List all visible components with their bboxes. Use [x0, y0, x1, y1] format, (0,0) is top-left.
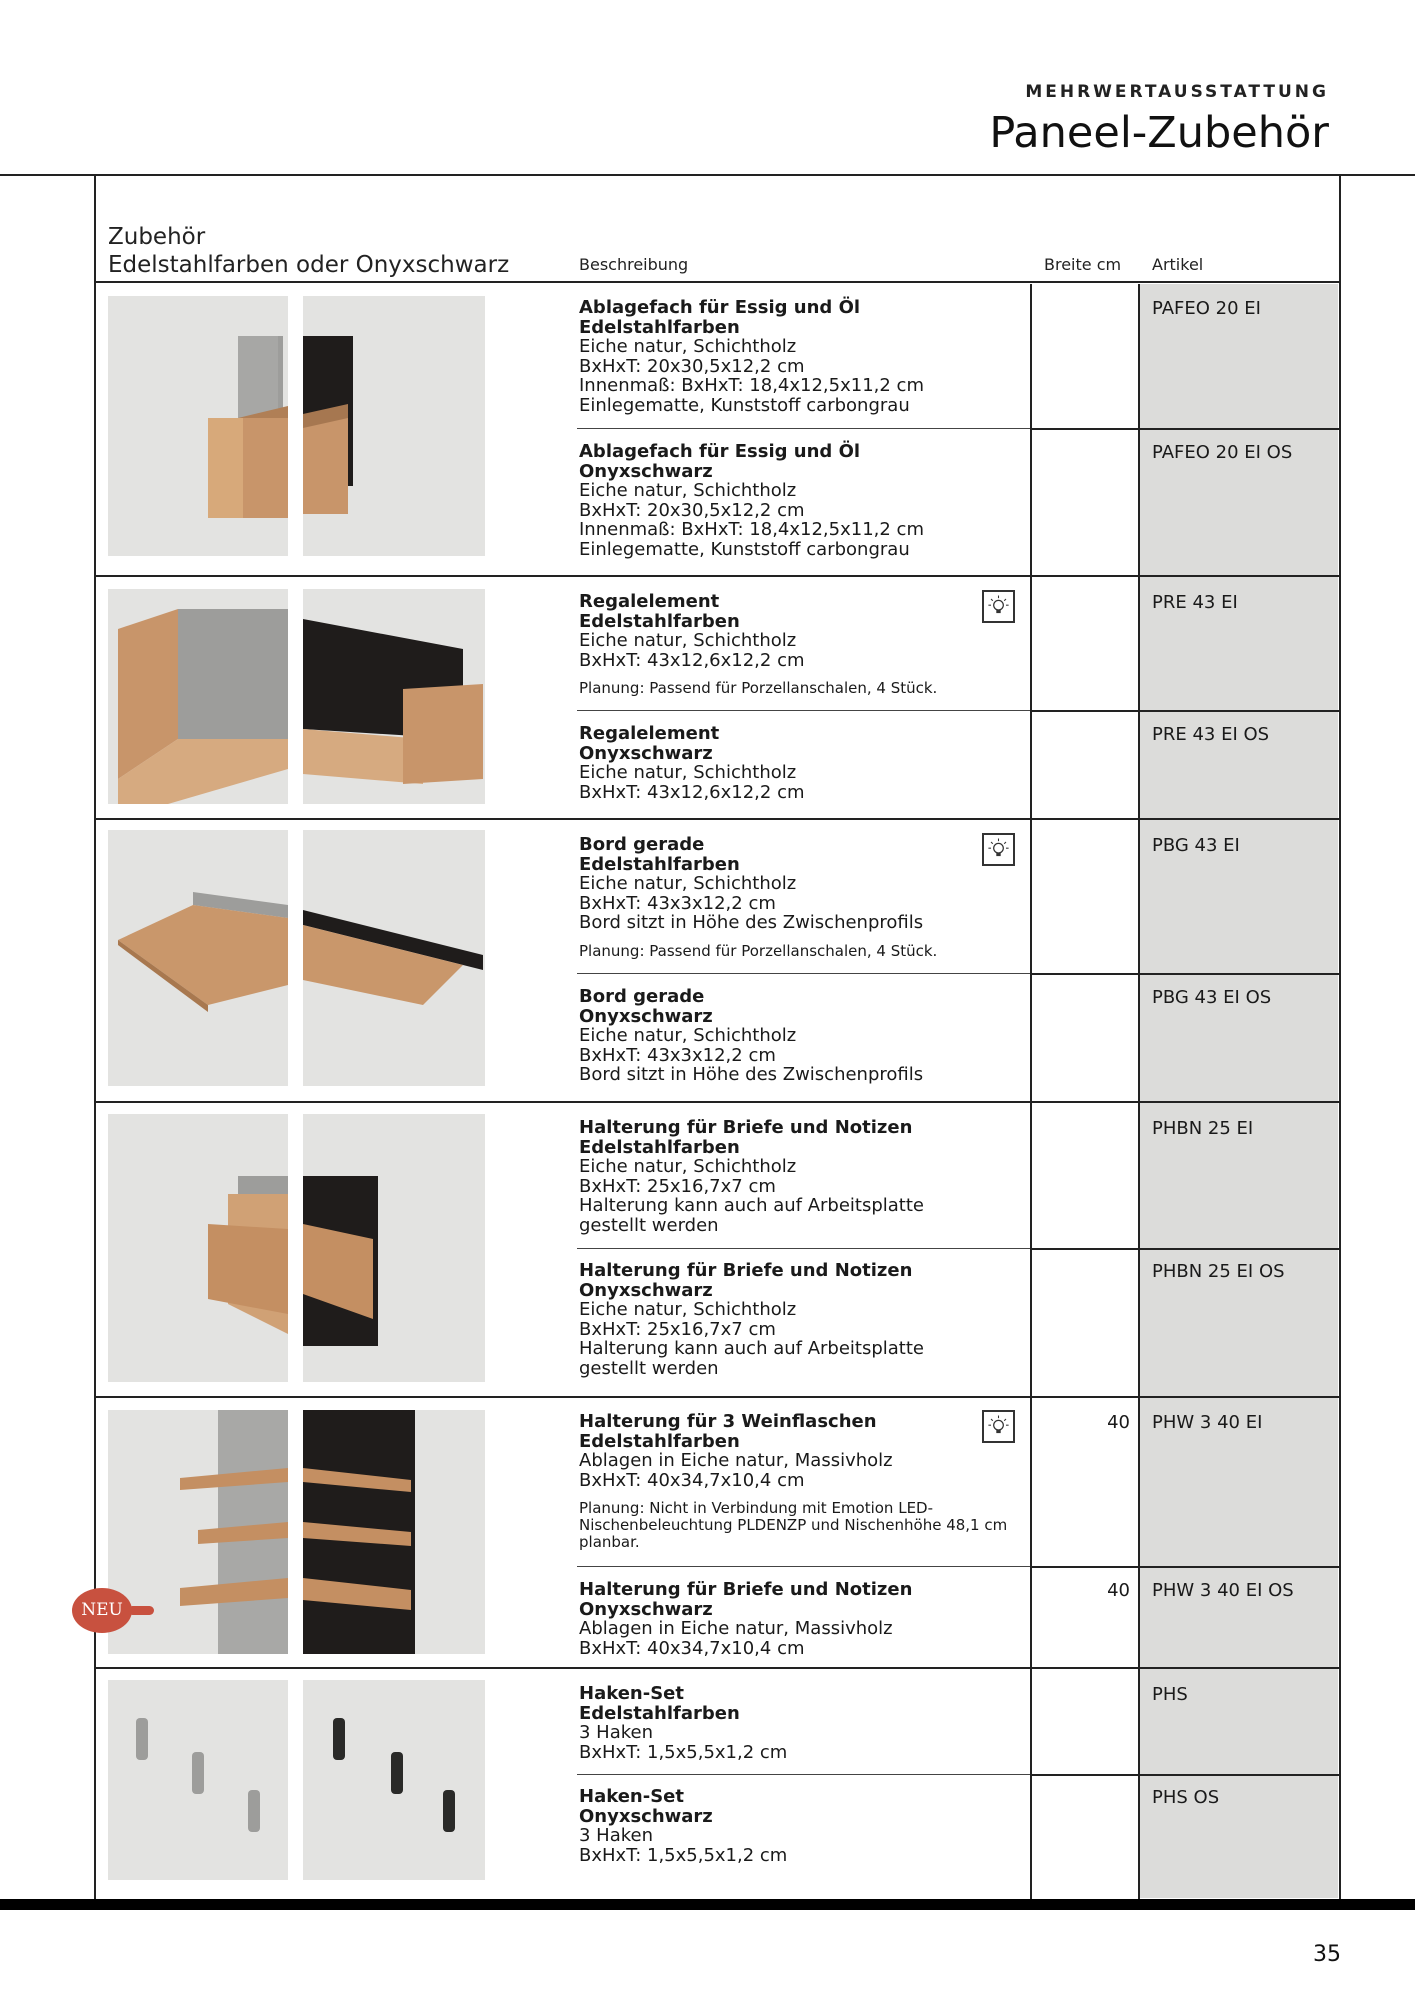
- entry-line: BxHxT: 20x30,5x12,2 cm: [579, 499, 805, 521]
- entry-description: [579, 1118, 1019, 1235]
- entry-line: BxHxT: 43x12,6x12,2 cm: [579, 781, 805, 803]
- article-number: PHBN 25 EI OS: [1152, 1261, 1285, 1282]
- entry-title: Halterung für Briefe und Notizen: [579, 1579, 913, 1600]
- article-number: PHBN 25 EI: [1152, 1118, 1254, 1139]
- article-number: PAFEO 20 EI: [1152, 298, 1261, 319]
- entry-finish: Edelstahlfarben: [579, 610, 740, 632]
- article-number: PHW 3 40 EI OS: [1152, 1580, 1294, 1601]
- entry-title: Regalelement: [579, 591, 720, 612]
- entry-title: Halterung für 3 Weinflaschen: [579, 1411, 877, 1432]
- entry-description: [579, 987, 1019, 1085]
- entry-description: [579, 1580, 1019, 1658]
- entry-description: [579, 835, 1019, 960]
- entry-line: gestellt werden: [579, 1357, 719, 1379]
- entry-description: [579, 1787, 1019, 1865]
- entry-line: Eiche natur, Schichtholz: [579, 1025, 797, 1046]
- col-line-width: [1030, 284, 1032, 1899]
- entry-title: Ablagefach für Essig und Öl: [579, 297, 861, 318]
- group-separator: [95, 1101, 1340, 1103]
- sub-separator: [1030, 1566, 1340, 1568]
- entry-finish: Onyxschwarz: [579, 1805, 713, 1827]
- entry-title: Ablagefach für Essig und Öl: [579, 441, 861, 462]
- sub-separator: [1030, 1774, 1340, 1776]
- entry-description: [579, 1684, 1019, 1762]
- product-image-onyx: [303, 1114, 485, 1382]
- product-image-onyx: [303, 1680, 485, 1880]
- entry-line: Eiche natur, Schichtholz: [579, 480, 797, 501]
- product-image-steel: [108, 1680, 288, 1880]
- entry-line: Eiche natur, Schichtholz: [579, 630, 797, 651]
- entry-finish: Edelstahlfarben: [579, 1702, 740, 1724]
- entry-finish: Onyxschwarz: [579, 1279, 713, 1301]
- entry-line: BxHxT: 43x3x12,2 cm: [579, 1044, 776, 1066]
- col-head-description: Beschreibung: [579, 255, 689, 274]
- entry-line: Eiche natur, Schichtholz: [579, 762, 797, 783]
- product-image-onyx: [303, 589, 485, 804]
- entry-title: Haken-Set: [579, 1786, 684, 1807]
- product-image-onyx: [303, 296, 485, 556]
- header-left-line1: Zubehör: [108, 224, 206, 250]
- article-number: PRE 43 EI OS: [1152, 724, 1270, 745]
- entry-line: Innenmaß: BxHxT: 18,4x12,5x11,2 cm: [579, 519, 924, 540]
- entry-finish: Onyxschwarz: [579, 1598, 713, 1620]
- width-value: 40: [1107, 1412, 1130, 1433]
- entry-finish: Edelstahlfarben: [579, 853, 740, 875]
- entry-title: Halterung für Briefe und Notizen: [579, 1260, 913, 1281]
- footer-bar: [0, 1899, 1415, 1910]
- entry-line: Eiche natur, Schichtholz: [579, 336, 797, 357]
- article-number: PBG 43 EI OS: [1152, 987, 1272, 1008]
- product-image-steel: [108, 296, 288, 556]
- new-badge-tail: [128, 1606, 154, 1615]
- header-left-line2: Edelstahlfarben oder Onyxschwarz: [108, 252, 510, 278]
- entry-line: BxHxT: 20x30,5x12,2 cm: [579, 355, 805, 377]
- entry-line: BxHxT: 25x16,7x7 cm: [579, 1318, 776, 1340]
- col-head-article: Artikel: [1152, 255, 1204, 274]
- product-image-onyx: [303, 830, 485, 1086]
- entry-line: Ablagen in Eiche natur, Massivholz: [579, 1450, 893, 1471]
- new-badge: NEU: [72, 1588, 132, 1633]
- sub-separator: [577, 1248, 1031, 1249]
- article-number: PHW 3 40 EI: [1152, 1412, 1263, 1433]
- product-image-steel: [108, 589, 288, 804]
- planning-note: Planung: Nicht in Verbindung mit Emotion LED-Nischenbeleuchtung PLDENZP und Nischenhöhe 48,1 cm planbar.: [579, 1499, 1008, 1551]
- entry-title: Haken-Set: [579, 1683, 684, 1704]
- entry-finish: Edelstahlfarben: [579, 1136, 740, 1158]
- entry-description: [579, 592, 1019, 697]
- entry-line: Innenmaß: BxHxT: 18,4x12,5x11,2 cm: [579, 375, 924, 396]
- planning-note: Planung: Passend für Porzellanschalen, 4 Stück.: [579, 679, 938, 697]
- sub-separator: [1030, 710, 1340, 712]
- group-separator: [95, 818, 1340, 820]
- entry-line: BxHxT: 1,5x5,5x1,2 cm: [579, 1741, 788, 1763]
- entry-description: [579, 1261, 1019, 1378]
- entry-line: Eiche natur, Schichtholz: [579, 1299, 797, 1320]
- article-number: PHS: [1152, 1684, 1188, 1705]
- entry-finish: Edelstahlfarben: [579, 316, 740, 338]
- lightbulb-icon: [982, 833, 1015, 866]
- entry-line: Einlegematte, Kunststoff carbongrau: [579, 538, 910, 560]
- entry-finish: Edelstahlfarben: [579, 1430, 740, 1452]
- entry-line: Eiche natur, Schichtholz: [579, 1156, 797, 1177]
- entry-line: 3 Haken: [579, 1825, 654, 1846]
- entry-line: BxHxT: 43x3x12,2 cm: [579, 892, 776, 914]
- entry-line: Eiche natur, Schichtholz: [579, 873, 797, 894]
- entry-title: Halterung für Briefe und Notizen: [579, 1117, 913, 1138]
- entry-finish: Onyxschwarz: [579, 742, 713, 764]
- entry-line: Bord sitzt in Höhe des Zwischenprofils: [579, 912, 924, 933]
- entry-finish: Onyxschwarz: [579, 460, 713, 482]
- page-number: 35: [1313, 1942, 1341, 1967]
- entry-line: Halterung kann auch auf Arbeitsplatte: [579, 1338, 924, 1359]
- product-image-steel: [108, 830, 288, 1086]
- entry-description: [579, 1412, 1019, 1551]
- entry-description: [579, 724, 1019, 802]
- sub-separator: [577, 710, 1031, 711]
- col-line-article: [1138, 284, 1140, 1899]
- sub-separator: [1030, 428, 1340, 430]
- sub-separator: [577, 1774, 1031, 1775]
- article-number: PRE 43 EI: [1152, 592, 1238, 613]
- lightbulb-icon: [982, 590, 1015, 623]
- entry-line: BxHxT: 40x34,7x10,4 cm: [579, 1469, 805, 1491]
- sub-separator: [1030, 1248, 1340, 1250]
- entry-description: [579, 298, 1019, 415]
- entry-finish: Onyxschwarz: [579, 1005, 713, 1027]
- planning-note: Planung: Passend für Porzellanschalen, 4 Stück.: [579, 941, 938, 960]
- entry-title: Bord gerade: [579, 986, 705, 1007]
- group-separator: [95, 1667, 1340, 1669]
- entry-line: gestellt werden: [579, 1214, 719, 1236]
- article-number: PAFEO 20 EI OS: [1152, 442, 1293, 463]
- entry-line: Ablagen in Eiche natur, Massivholz: [579, 1618, 893, 1639]
- entry-line: BxHxT: 1,5x5,5x1,2 cm: [579, 1844, 788, 1866]
- entry-line: Einlegematte, Kunststoff carbongrau: [579, 394, 910, 416]
- group-separator: [95, 575, 1340, 577]
- entry-line: 3 Haken: [579, 1722, 654, 1743]
- header-left: [108, 223, 509, 279]
- product-image-steel: [108, 1410, 288, 1654]
- sub-separator: [577, 973, 1031, 974]
- product-image-onyx: [303, 1410, 485, 1654]
- entry-line: Halterung kann auch auf Arbeitsplatte: [579, 1195, 924, 1216]
- table-header: [94, 175, 1341, 283]
- section-kicker: MEHRWERTAUSSTATTUNG: [1025, 82, 1329, 102]
- entry-line: BxHxT: 43x12,6x12,2 cm: [579, 649, 805, 671]
- lightbulb-icon: [982, 1410, 1015, 1443]
- article-number: PBG 43 EI: [1152, 835, 1240, 856]
- sub-separator: [577, 1566, 1031, 1567]
- entry-title: Bord gerade: [579, 834, 705, 855]
- page-title: Paneel-Zubehör: [989, 108, 1329, 158]
- entry-line: Bord sitzt in Höhe des Zwischenprofils: [579, 1064, 924, 1085]
- sub-separator: [577, 428, 1031, 429]
- entry-line: BxHxT: 25x16,7x7 cm: [579, 1175, 776, 1197]
- width-value: 40: [1107, 1580, 1130, 1601]
- entry-description: [579, 442, 1019, 559]
- col-head-width: Breite cm: [1044, 255, 1122, 274]
- article-number: PHS OS: [1152, 1787, 1220, 1808]
- product-image-steel: [108, 1114, 288, 1382]
- group-separator: [95, 1396, 1340, 1398]
- entry-title: Regalelement: [579, 723, 720, 744]
- sub-separator: [1030, 973, 1340, 975]
- entry-line: BxHxT: 40x34,7x10,4 cm: [579, 1637, 805, 1659]
